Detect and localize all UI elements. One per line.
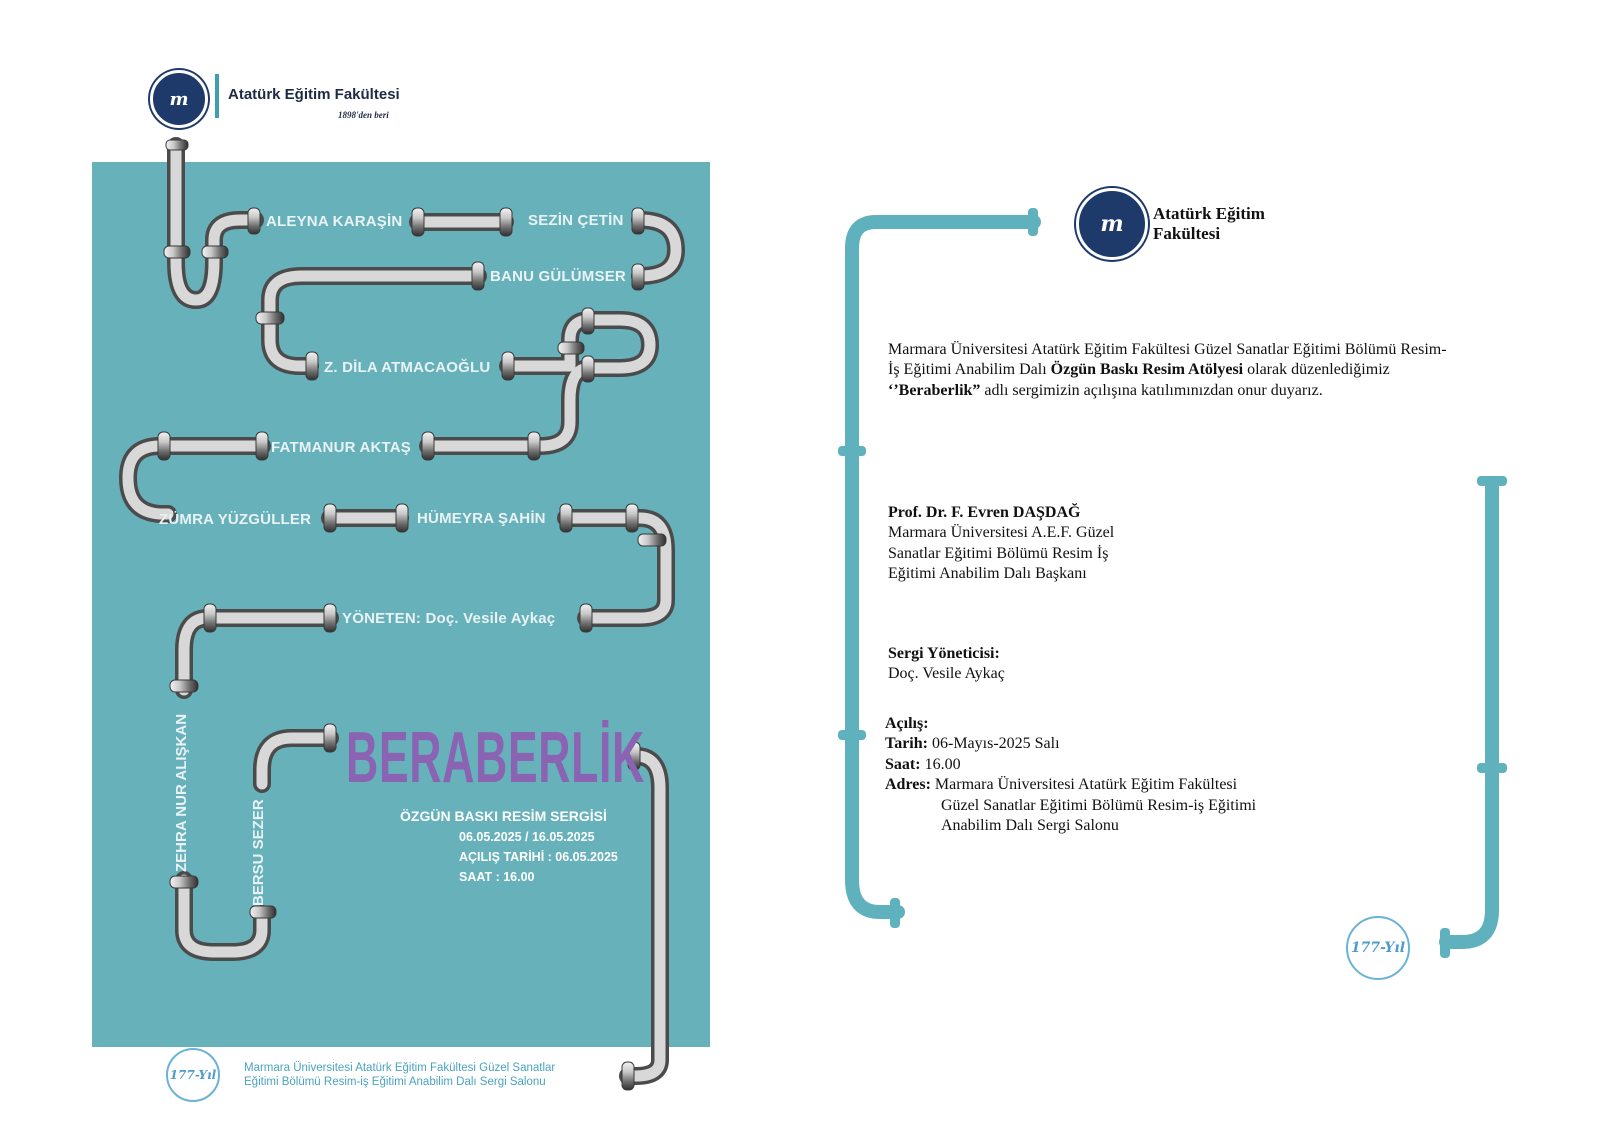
artist-sezin: SEZİN ÇETİN [528, 212, 624, 229]
address-row [885, 775, 1256, 795]
address-line-2: Güzel Sanatlar Eğitimi Bölümü Resim-iş Eğitimi [941, 796, 1257, 814]
para-bold-1: Özgün Baskı Resim Atölyesi [1050, 361, 1244, 379]
faculty-name: Atatürk Eğitim Fakültesi [228, 86, 400, 103]
opening-date: AÇILIŞ TARİHİ : 06.05.2025 [459, 850, 618, 864]
curator-name: Doç. Vesile Aykaç [888, 665, 1005, 683]
venue-footer [244, 1061, 555, 1090]
faculty-line-2: Fakültesi [1153, 223, 1221, 243]
university-logo-right-mark: m [1100, 211, 1124, 237]
address-line-1: Marmara Üniversitesi Atatürk Eğitim Fakültesi [930, 776, 1238, 794]
university-logo-mark: m [169, 88, 189, 110]
curator-label: Sergi Yöneticisi: [888, 645, 1000, 662]
anniversary-stamp-left-text: 177-Yıl [169, 1068, 217, 1082]
opening-block [885, 714, 1256, 837]
time-label: Saat: [885, 755, 921, 773]
artist-zehra: ZEHRA NUR ALIŞKAN [173, 713, 190, 872]
department-head-name: Prof. Dr. F. Evren DAŞDAĞ [888, 504, 1081, 521]
department-head-line-1: Marmara Üniversitesi A.E.F. Güzel [888, 524, 1115, 542]
anniversary-stamp-left [166, 1048, 220, 1102]
artist-fatmanur: FATMANUR AKTAŞ [271, 439, 412, 456]
time-row [885, 755, 1256, 775]
address-label: Adres: [885, 776, 931, 794]
opening-time: SAAT : 16.00 [459, 870, 535, 884]
department-head-line-2: Sanatlar Eğitimi Bölümü Resim İş [888, 544, 1109, 562]
artist-bersu: BERSU SEZER [250, 799, 267, 906]
date-value: 06-Mayıs-2025 Salı [927, 735, 1060, 753]
artist-banu: BANU GÜLÜMSER [490, 268, 626, 285]
artist-dila: Z. DİLA ATMACAOĞLU [324, 359, 491, 376]
anniversary-stamp-right [1346, 916, 1410, 980]
exhibition-subtitle: ÖZGÜN BASKI RESİM SERGİSİ [400, 808, 607, 824]
para-part-1: Marmara Üniversitesi Atatürk Eğitim Fakültesi Güzel Sanatlar Eğitimi Bölümü Resim-İş Eğitimi Anabilim Dalı [888, 341, 1447, 379]
department-head-block [888, 503, 1114, 585]
para-bold-2: ‘’Beraberlik” [888, 381, 981, 399]
exhibition-title: BERABERLİK [346, 718, 645, 798]
venue-line-1: Marmara Üniversitesi Atatürk Eğitim Fakültesi Güzel Sanatlar [244, 1062, 556, 1074]
exhibition-dates: 06.05.2025 / 16.05.2025 [459, 830, 595, 844]
time-value: 16.00 [920, 755, 961, 773]
artist-aleyna: ALEYNA KARAŞİN [266, 213, 403, 230]
artist-zumra: ZÜMRA YÜZGÜLLER [159, 511, 312, 528]
curator-poster: YÖNETEN: Doç. Vesile Aykaç [342, 610, 556, 627]
artist-humeyra: HÜMEYRA ŞAHİN [417, 510, 546, 527]
university-logo-right [1076, 188, 1148, 260]
department-head-line-3: Eğitimi Anabilim Dalı Başkanı [888, 565, 1087, 583]
para-part-2: olarak düzenlediğimiz [1243, 361, 1390, 379]
faculty-name-right [1153, 204, 1265, 243]
date-label: Tarih: [885, 735, 928, 753]
venue-line-2: Eğitimi Bölümü Resim-iş Eğitimi Anabilim Dalı Sergi Salonu [244, 1076, 546, 1089]
faculty-line-1: Atatürk Eğitim [1153, 204, 1265, 223]
faculty-since: 1898'den beri [338, 110, 389, 120]
opening-label: Açılış: [885, 715, 929, 732]
para-part-3: adlı sergimizin açılışına katılımınızdan onur duyarız. [980, 381, 1323, 399]
invitation-paragraph [888, 340, 1448, 401]
date-row [885, 734, 1256, 754]
curator-block [888, 644, 1005, 685]
address-line-3: Anabilim Dalı Sergi Salonu [941, 817, 1119, 835]
anniversary-stamp-right-text: 177-Yıl [1350, 940, 1406, 956]
